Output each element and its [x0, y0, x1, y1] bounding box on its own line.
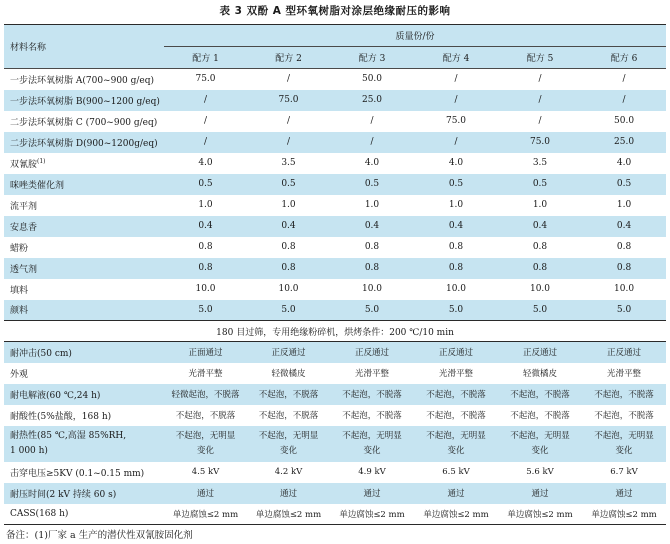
row-label	[4, 384, 164, 405]
row-label-text: 咪唑类催化剂	[10, 180, 65, 191]
table-cell: 4.2 kV	[247, 462, 330, 483]
row-label-text: 一步法环氧树脂 B(900~1200 g/eq)	[10, 96, 160, 107]
table-cell: /	[498, 69, 582, 90]
table-cell: 单边腐蚀≤2 mm	[164, 504, 247, 525]
table-cell: 75.0	[164, 69, 247, 90]
table-cell: 正反通过	[247, 342, 330, 363]
formula-header-4: 配方 4	[414, 47, 498, 69]
cell-line: 变化	[279, 445, 297, 456]
table-row	[4, 111, 666, 132]
table-cell: /	[164, 90, 247, 111]
cell-line: 不起泡，无明显	[258, 430, 319, 441]
cell-line: 变化	[531, 445, 549, 456]
table-cell: 1.0	[164, 195, 247, 216]
table-cell: 0.8	[247, 258, 330, 279]
table-row	[4, 342, 666, 363]
row-label-text: 二步法环氧树脂 D(900~1200g/eq)	[10, 138, 158, 149]
table-cell: 5.0	[330, 300, 414, 321]
row-label-text: 流平剂	[10, 201, 38, 212]
row-label-text: 耐冲击(50 cm)	[10, 348, 72, 359]
table-cell: /	[414, 69, 498, 90]
table-cell: 0.8	[247, 237, 330, 258]
table-cell: /	[330, 132, 414, 153]
table-row	[4, 174, 666, 195]
table-cell: 通过	[498, 483, 582, 504]
row-label-text: 一步法环氧树脂 A(700~900 g/eq)	[10, 75, 155, 86]
row-label-text: 击穿电压≥5KV (0.1~0.15 mm)	[10, 468, 145, 479]
table-cell: 0.5	[582, 174, 666, 195]
table-cell: 通过	[582, 483, 666, 504]
process-note: 180 目过筛，专用绝缘粉碎机，烘烤条件：200 ℃/10 min	[4, 321, 666, 342]
table-cell: 5.6 kV	[498, 462, 582, 483]
row-label-text: 耐电解液(60 ℃,24 h)	[10, 390, 101, 401]
table-cell: 1.0	[498, 195, 582, 216]
formula-header-5: 配方 5	[498, 47, 582, 69]
table-cell: 光滑平整	[164, 363, 247, 384]
table-cell	[164, 426, 247, 462]
process-note-row	[4, 321, 666, 342]
formula-table	[4, 24, 666, 525]
row-label	[4, 483, 164, 504]
table-cell: 0.4	[498, 216, 582, 237]
cell-line: 变化	[196, 445, 214, 456]
formula-header-6: 配方 6	[582, 47, 666, 69]
cell-line: 变化	[615, 445, 633, 456]
table-cell: 0.4	[164, 216, 247, 237]
footnote: 备注：(1)厂家 a 生产的潜伏性双氰胺固化剂	[6, 530, 193, 541]
table-cell: 通过	[414, 483, 498, 504]
row-label	[4, 237, 164, 258]
table-cell: 不起泡，不脱落	[414, 384, 498, 405]
table-row	[4, 405, 666, 426]
table-cell: 单边腐蚀≤2 mm	[414, 504, 498, 525]
table-row	[4, 69, 666, 90]
table-cell: /	[330, 111, 414, 132]
table-cell: 0.8	[498, 237, 582, 258]
row-label	[4, 279, 164, 300]
material-name-header: 材料名称	[4, 25, 164, 69]
row-label	[4, 363, 164, 384]
table-cell: 0.8	[164, 237, 247, 258]
table-row	[4, 90, 666, 111]
table-cell: 75.0	[498, 132, 582, 153]
table-cell: 25.0	[330, 90, 414, 111]
table-cell: 3.5	[247, 153, 330, 174]
table-cell: 0.4	[582, 216, 666, 237]
table-row	[4, 300, 666, 321]
header-row-1	[4, 25, 666, 47]
row-label	[4, 300, 164, 321]
table-cell: 光滑平整	[414, 363, 498, 384]
table-cell: 1.0	[414, 195, 498, 216]
table-cell: /	[414, 132, 498, 153]
table-cell: 0.5	[414, 174, 498, 195]
table-cell: 10.0	[582, 279, 666, 300]
table-row	[4, 216, 666, 237]
table-cell: 5.0	[164, 300, 247, 321]
table-cell: 不起泡，不脱落	[247, 405, 330, 426]
table-cell: 正反通过	[582, 342, 666, 363]
table-cell: 不起泡，不脱落	[582, 405, 666, 426]
table-cell: /	[164, 111, 247, 132]
table-cell: /	[164, 132, 247, 153]
row-label-text: 耐酸性(5%盐酸，168 h)	[10, 411, 112, 422]
table-cell: 不起泡，不脱落	[498, 405, 582, 426]
table-cell: 10.0	[498, 279, 582, 300]
table-cell: /	[582, 90, 666, 111]
row-label	[4, 195, 164, 216]
row-label-text: 耐压时间(2 kV 持续 60 s)	[10, 489, 117, 500]
table-cell: 1.0	[247, 195, 330, 216]
table-cell: /	[582, 69, 666, 90]
table-cell: 不起泡，不脱落	[498, 384, 582, 405]
table-cell: 10.0	[330, 279, 414, 300]
table-cell: 通过	[164, 483, 247, 504]
table-cell: 通过	[247, 483, 330, 504]
footnote-marker: (1)	[37, 157, 46, 165]
table-cell: 不起泡，不脱落	[164, 405, 247, 426]
table-cell: 4.0	[164, 153, 247, 174]
row-label	[4, 504, 164, 525]
cell-line: 变化	[363, 445, 381, 456]
table-cell: 光滑平整	[582, 363, 666, 384]
table-cell: 1.0	[330, 195, 414, 216]
table-cell: 0.5	[498, 174, 582, 195]
table-row	[4, 279, 666, 300]
cell-line: 不起泡，无明显	[342, 430, 402, 441]
row-label	[4, 426, 164, 462]
row-label-text: CASS(168 h)	[10, 508, 69, 519]
table-cell: 0.8	[330, 237, 414, 258]
table-row	[4, 483, 666, 504]
row-label	[4, 462, 164, 483]
table-cell: 0.8	[582, 258, 666, 279]
row-label	[4, 153, 164, 174]
table-row	[4, 426, 666, 462]
table-cell: 4.0	[582, 153, 666, 174]
mass-parts-header: 质量份/份	[164, 25, 666, 47]
table-cell: 0.4	[414, 216, 498, 237]
cell-line: 变化	[447, 445, 465, 456]
table-cell: 10.0	[247, 279, 330, 300]
table-cell: 4.0	[330, 153, 414, 174]
table-cell: /	[498, 90, 582, 111]
table-cell: 1.0	[582, 195, 666, 216]
row-label-text: 双氰胺	[10, 159, 38, 170]
row-label-line: 耐热性(85 ℃,高湿 85%RH,	[10, 430, 127, 441]
table-cell: 0.8	[582, 237, 666, 258]
table-cell: 光滑平整	[330, 363, 414, 384]
table-cell: 单边腐蚀≤2 mm	[247, 504, 330, 525]
row-label	[4, 258, 164, 279]
table-title: 表 3 双酚 A 型环氧树脂对涂层绝缘耐压的影响	[219, 5, 451, 17]
table-cell: 10.0	[164, 279, 247, 300]
table-cell: 3.5	[498, 153, 582, 174]
row-label-line: 1 000 h)	[10, 445, 48, 456]
formula-header-3: 配方 3	[330, 47, 414, 69]
row-label	[4, 405, 164, 426]
table-cell	[414, 426, 498, 462]
table-cell: 6.7 kV	[582, 462, 666, 483]
table-cell: 0.5	[247, 174, 330, 195]
table-cell: 正反通过	[414, 342, 498, 363]
row-label	[4, 132, 164, 153]
cell-line: 不起泡，无明显	[510, 430, 570, 441]
table-row	[4, 153, 666, 174]
table-cell: 75.0	[414, 111, 498, 132]
table-cell: 10.0	[414, 279, 498, 300]
table-cell: 单边腐蚀≤2 mm	[330, 504, 414, 525]
cell-line: 不起泡，无明显	[175, 430, 236, 441]
row-label	[4, 216, 164, 237]
table-cell: 不起泡，不脱落	[330, 405, 414, 426]
row-label-text: 颜料	[10, 306, 29, 317]
table-row	[4, 504, 666, 525]
table-cell: 0.8	[330, 258, 414, 279]
row-label-text: 透气剂	[10, 264, 38, 275]
row-label-text: 填料	[10, 285, 29, 296]
table-cell: 通过	[330, 483, 414, 504]
table-cell: 不起泡，不脱落	[247, 384, 330, 405]
table-row	[4, 384, 666, 405]
table-cell: 50.0	[330, 69, 414, 90]
table-cell	[582, 426, 666, 462]
table-cell: 50.0	[582, 111, 666, 132]
table-cell: /	[498, 111, 582, 132]
cell-line: 不起泡，无明显	[594, 430, 654, 441]
table-body	[4, 25, 666, 525]
table-cell: 正反通过	[330, 342, 414, 363]
table-cell: 25.0	[582, 132, 666, 153]
table-row	[4, 195, 666, 216]
table-cell: /	[247, 69, 330, 90]
table-cell: 6.5 kV	[414, 462, 498, 483]
table-cell: 不起泡，不脱落	[414, 405, 498, 426]
table-cell: 不起泡，不脱落	[582, 384, 666, 405]
table-cell: 轻微橘皮	[498, 363, 582, 384]
row-label	[4, 69, 164, 90]
table-cell	[498, 426, 582, 462]
table-cell: /	[414, 90, 498, 111]
table-cell: 0.8	[498, 258, 582, 279]
table-cell: 轻微橘皮	[247, 363, 330, 384]
table-row	[4, 363, 666, 384]
table-cell: 正反通过	[498, 342, 582, 363]
table-cell: 0.4	[330, 216, 414, 237]
table-cell: 4.0	[414, 153, 498, 174]
table-row	[4, 258, 666, 279]
table-cell: 单边腐蚀≤2 mm	[582, 504, 666, 525]
table-cell: 0.8	[414, 237, 498, 258]
table-cell: 轻微起泡，不脱落	[164, 384, 247, 405]
table-cell: 0.5	[330, 174, 414, 195]
table-row	[4, 132, 666, 153]
table-cell: 0.5	[164, 174, 247, 195]
table-row	[4, 462, 666, 483]
formula-header-2: 配方 2	[247, 47, 330, 69]
row-label-text: 外观	[10, 369, 29, 380]
table-cell: 4.9 kV	[330, 462, 414, 483]
cell-line: 不起泡，无明显	[426, 430, 486, 441]
table-cell: /	[247, 111, 330, 132]
table-cell: 0.8	[164, 258, 247, 279]
table-cell: 4.5 kV	[164, 462, 247, 483]
row-label-text: 二步法环氧树脂 C (700~900 g/eq)	[10, 117, 158, 128]
table-cell	[330, 426, 414, 462]
row-label	[4, 174, 164, 195]
table-cell: 不起泡，不脱落	[330, 384, 414, 405]
row-label-text: 蜡粉	[10, 243, 29, 254]
row-label	[4, 90, 164, 111]
row-label-text: 安息香	[10, 222, 38, 233]
row-label	[4, 111, 164, 132]
table-cell: 75.0	[247, 90, 330, 111]
table-cell: 单边腐蚀≤2 mm	[498, 504, 582, 525]
table-cell: 0.8	[414, 258, 498, 279]
table-cell: 5.0	[414, 300, 498, 321]
table-cell: 5.0	[498, 300, 582, 321]
table-cell	[247, 426, 330, 462]
table-cell: /	[247, 132, 330, 153]
table-cell: 0.4	[247, 216, 330, 237]
formula-header-1: 配方 1	[164, 47, 247, 69]
table-row	[4, 237, 666, 258]
table-cell: 正面通过	[164, 342, 247, 363]
table-cell: 5.0	[247, 300, 330, 321]
table-cell: 5.0	[582, 300, 666, 321]
row-label	[4, 342, 164, 363]
